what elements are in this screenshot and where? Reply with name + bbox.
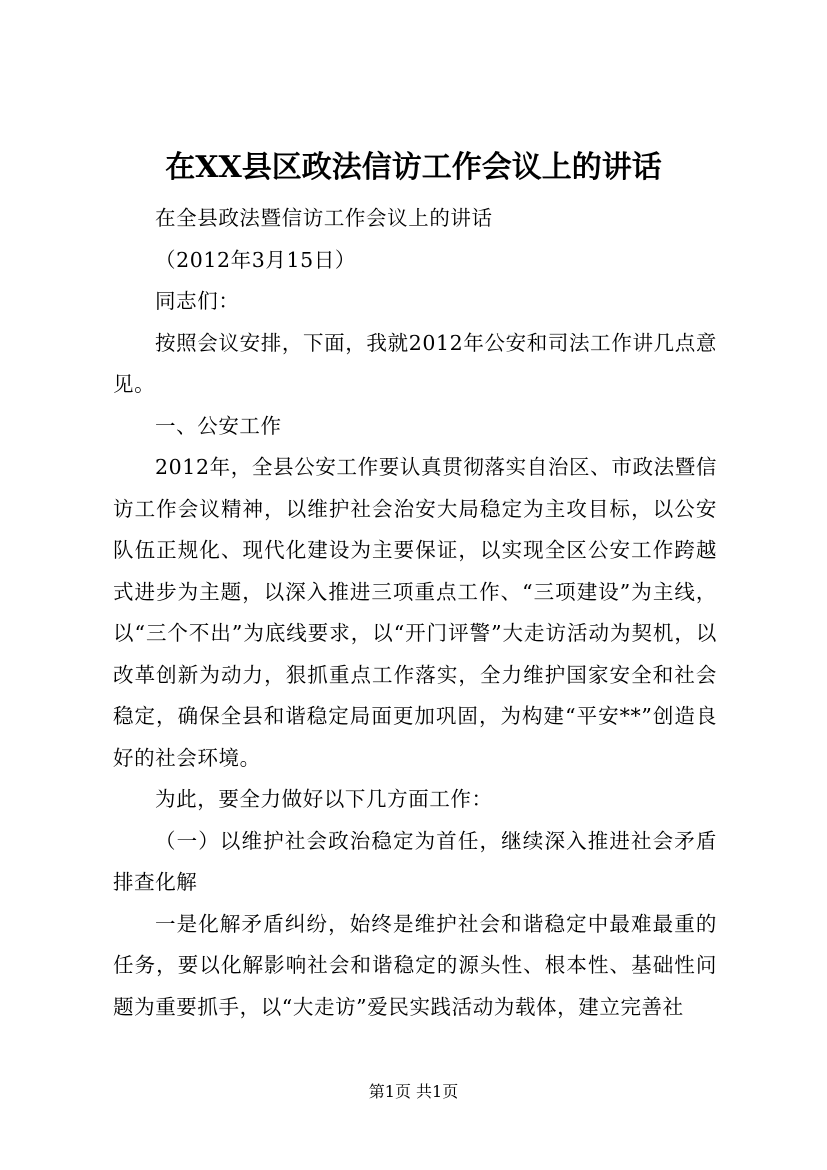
- document-title: 在XX县区政法信访工作会议上的讲话: [165, 150, 662, 185]
- body-paragraph: 一是化解矛盾纠纷，始终是维护社会和谐稳定中最难最重的任务，要以化解影响社会和谐稳定的源头性、根本性、基础性问题为重要抓手，以“大走访”爱民实践活动为载体，建立完善社: [113, 911, 717, 1019]
- subtitle-paragraph: 在全县政法暨信访工作会议上的讲话: [155, 206, 493, 230]
- subsection-heading: （一）以维护社会政治稳定为首任，继续深入推进社会矛盾排查化解: [113, 828, 717, 894]
- page-footer: 第1页 共1页: [368, 1082, 459, 1101]
- document-body: [113, 194, 717, 1028]
- date-paragraph: （2012年3月15日）: [155, 247, 357, 272]
- body-paragraph: 2012年，全县公安工作要认真贯彻落实自治区、市政法暨信访工作会议精神，以维护社会治安大局稳定为主攻目标，以公安队伍正规化、现代化建设为主要保证，以实现全区公安工作跨越式进步为主题，以深入推进三项重点工作、“三项建设”为主线，以“三个不出”为底线要求，以“开门评警”大走访活动为契机，以改革创新为动力，狠抓重点工作落实，全力维护国家安全和社会稳定，确保全县和谐稳定局面更加巩固，为构建“平安**”创造良好的社会环境。: [113, 455, 717, 770]
- salutation-paragraph: 同志们：: [155, 289, 240, 313]
- intro-paragraph: 按照会议安排，下面，我就2012年公安和司法工作讲几点意见。: [113, 330, 717, 396]
- section-heading: 一、公安工作: [155, 413, 282, 438]
- body-paragraph: 为此，要全力做好以下几方面工作：: [155, 787, 493, 811]
